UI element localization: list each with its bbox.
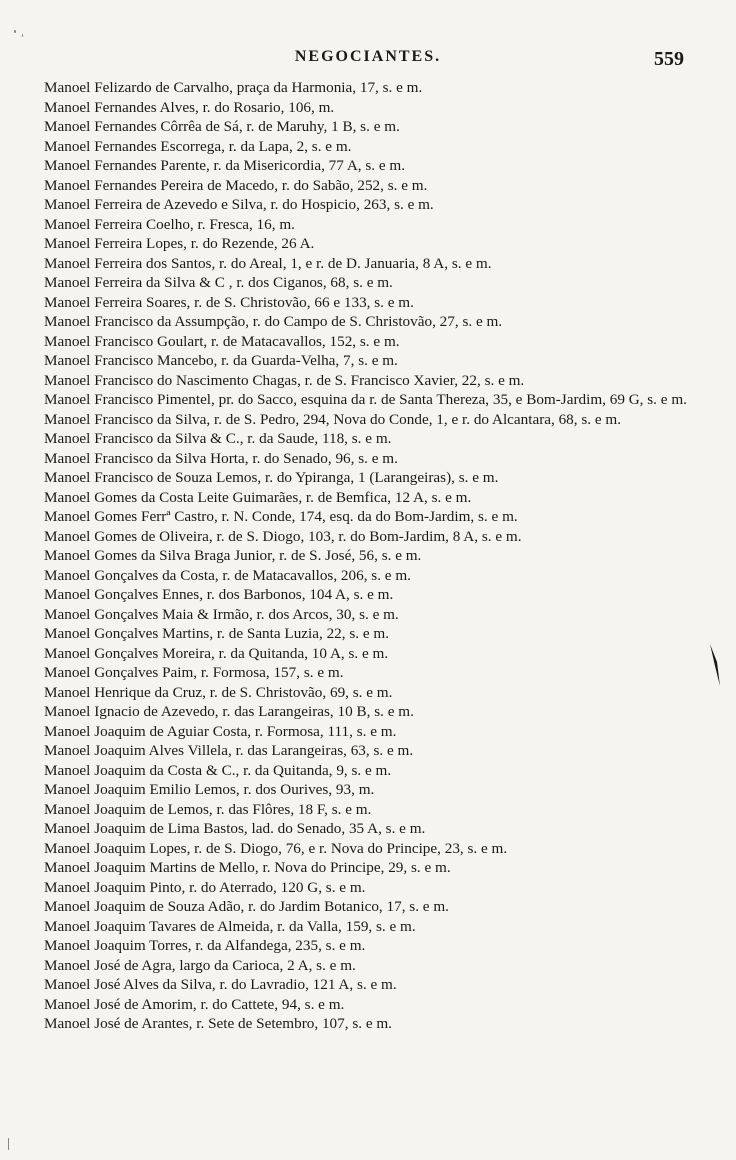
merchant-entry: Manoel Gomes Ferrª Castro, r. N. Conde, 174, esq. da do Bom-Jardim, s. e m.: [44, 508, 518, 525]
merchant-entry: Manoel Joaquim de Souza Adão, r. do Jardim Botanico, 17, s. e m.: [44, 898, 449, 915]
scan-speck: [22, 34, 23, 37]
merchant-entry: Manoel Ferreira Coelho, r. Fresca, 16, m.: [44, 215, 295, 233]
merchant-entry: Manoel Fernandes Pereira de Macedo, r. do Sabão, 252, s. e m.: [44, 176, 428, 194]
merchant-entry: Manoel Ignacio de Azevedo, r. das Larangeiras, 10 B, s. e m.: [44, 703, 414, 720]
merchant-entry: Manoel José Alves da Silva, r. do Lavradio, 121 A, s. e m.: [44, 976, 397, 993]
merchant-entry: Manoel Francisco de Souza Lemos, r. do Ypiranga, 1 (Larangeiras), s. e m.: [44, 469, 499, 486]
merchant-entry: Manoel Joaquim Torres, r. da Alfandega, 235, s. e m.: [44, 937, 366, 954]
merchant-entry: Manoel Gonçalves Ennes, r. dos Barbonos, 104 A, s. e m.: [44, 586, 394, 603]
merchant-list: [44, 78, 694, 1034]
merchant-entry: Manoel Joaquim Martins de Mello, r. Nova do Principe, 29, s. e m.: [44, 859, 451, 876]
merchant-entry: Manoel Francisco da Silva Horta, r. do Senado, 96, s. e m.: [44, 449, 398, 467]
merchant-entry: Manoel Gonçalves Martins, r. de Santa Luzia, 22, s. e m.: [44, 625, 390, 642]
merchant-entry: Manoel Fernandes Escorrega, r. da Lapa, 2, s. e m.: [44, 137, 352, 155]
merchant-entry: Manoel Joaquim Pinto, r. do Aterrado, 120 G, s. e m.: [44, 878, 366, 896]
merchant-entry: Manoel Fernandes Parente, r. da Misericordia, 77 A, s. e m.: [44, 157, 406, 174]
merchant-entry: Manoel Fernandes Côrrêa de Sá, r. de Maruhy, 1 B, s. e m.: [44, 118, 400, 135]
merchant-entry: Manoel Joaquim de Lima Bastos, lad. do Senado, 35 A, s. e m.: [44, 820, 426, 837]
merchant-entry: Manoel Joaquim Alves Villela, r. das Larangeiras, 63, s. e m.: [44, 742, 414, 759]
merchant-entry: Manoel Fernandes Alves, r. do Rosario, 106, m.: [44, 98, 335, 116]
merchant-entry: Manoel Felizardo de Carvalho, praça da Harmonia, 17, s. e m.: [44, 79, 423, 96]
merchant-entry: Manoel Joaquim Emilio Lemos, r. dos Ourives, 93, m.: [44, 781, 375, 798]
margin-mark: [708, 642, 722, 688]
merchant-entry: Manoel Gomes da Costa Leite Guimarães, r. de Bemfica, 12 A, s. e m.: [44, 488, 472, 506]
merchant-entry: Manoel Francisco do Nascimento Chagas, r. de S. Francisco Xavier, 22, s. e m.: [44, 371, 525, 389]
merchant-entry: Manoel Gonçalves Moreira, r. da Quitanda, 10 A, s. e m.: [44, 644, 389, 662]
merchant-entry: Manoel Gomes da Silva Braga Junior, r. de S. José, 56, s. e m.: [44, 547, 422, 564]
merchant-entry: Manoel Gonçalves Paim, r. Formosa, 157, s. e m.: [44, 664, 344, 681]
merchant-entry: Manoel Joaquim de Lemos, r. das Flôres, 18 F, s. e m.: [44, 800, 372, 818]
merchant-entry: Manoel Gonçalves da Costa, r. de Matacavallos, 206, s. e m.: [44, 566, 411, 584]
page-number: 559: [654, 48, 684, 70]
merchant-entry: Manoel José de Arantes, r. Sete de Setembro, 107, s. e m.: [44, 1015, 392, 1032]
merchant-entry: Manoel Ferreira de Azevedo e Silva, r. do Hospicio, 263, s. e m.: [44, 196, 434, 213]
merchant-entry: Manoel Francisco Mancebo, r. da Guarda-Velha, 7, s. e m.: [44, 352, 398, 369]
merchant-entry: Manoel Ferreira Lopes, r. do Rezende, 26 A.: [44, 235, 315, 252]
merchant-entry: Manoel Joaquim Lopes, r. de S. Diogo, 76, e r. Nova do Principe, 23, s. e m.: [44, 839, 508, 857]
running-head: NEGOCIANTES.: [294, 48, 442, 65]
merchant-entry: Manoel Ferreira dos Santos, r. do Areal, 1, e r. de D. Januaria, 8 A, s. e m.: [44, 254, 492, 272]
merchant-entry: Manoel Henrique da Cruz, r. de S. Christovão, 69, s. e m.: [44, 683, 393, 701]
merchant-entry: Manoel Gomes de Oliveira, r. de S. Diogo, 103, r. do Bom-Jardim, 8 A, s. e m.: [44, 527, 522, 545]
scan-speck: [14, 30, 16, 33]
merchant-entry: Manoel Ferreira da Silva & C , r. dos Ciganos, 68, s. e m.: [44, 274, 393, 291]
merchant-entry: Manoel Ferreira Soares, r. de S. Christovão, 66 e 133, s. e m.: [44, 293, 414, 311]
page-header: [0, 48, 736, 70]
merchant-entry: Manoel Francisco Pimentel, pr. do Sacco, esquina da r. de Santa Thereza, 35, e Bom-Jardim, 69 G, s. e m.: [44, 391, 687, 408]
merchant-entry: Manoel José de Agra, largo da Carioca, 2 A, s. e m.: [44, 956, 356, 974]
merchant-entry: Manoel Gonçalves Maia & Irmão, r. dos Arcos, 30, s. e m.: [44, 605, 399, 623]
merchant-entry: Manoel Joaquim da Costa & C., r. da Quitanda, 9, s. e m.: [44, 761, 392, 779]
merchant-entry: Manoel Francisco da Silva, r. de S. Pedro, 294, Nova do Conde, 1, e r. do Alcantara, 68, s. e m.: [44, 410, 622, 428]
merchant-entry: Manoel Francisco da Silva & C., r. da Saude, 118, s. e m.: [44, 430, 392, 447]
merchant-entry: Manoel José de Amorim, r. do Cattete, 94, s. e m.: [44, 995, 345, 1013]
merchant-entry: Manoel Francisco da Assumpção, r. do Campo de S. Christovão, 27, s. e m.: [44, 313, 503, 330]
merchant-entry: Manoel Francisco Goulart, r. de Matacavallos, 152, s. e m.: [44, 332, 400, 350]
merchant-entry: Manoel Joaquim de Aguiar Costa, r. Formosa, 111, s. e m.: [44, 722, 397, 740]
scan-speck: [8, 1138, 9, 1150]
merchant-entry: Manoel Joaquim Tavares de Almeida, r. da Valla, 159, s. e m.: [44, 917, 416, 935]
